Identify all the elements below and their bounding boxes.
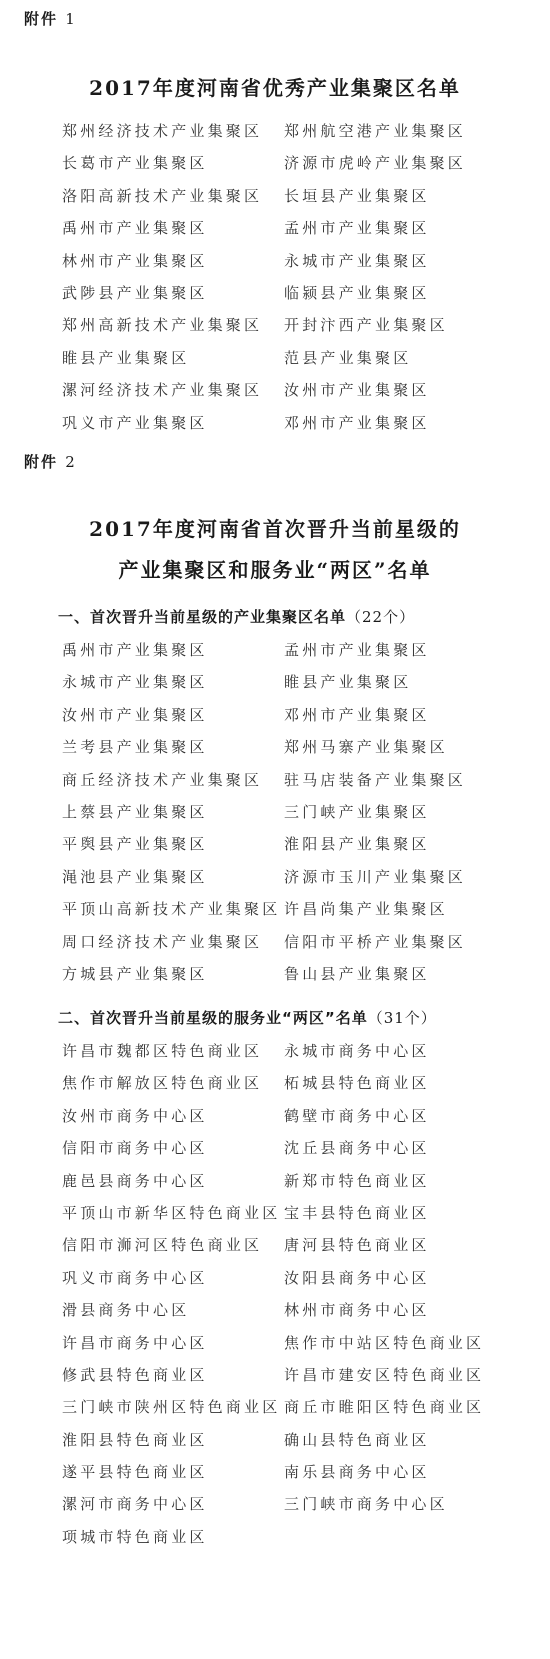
list-item: 汝州市产业集聚区 xyxy=(284,381,430,400)
list-row xyxy=(62,963,542,995)
list-item: 永城市产业集聚区 xyxy=(284,251,430,270)
list-item: 平顶山高新技术产业集聚区 xyxy=(62,900,281,919)
list-row xyxy=(62,120,542,152)
list-item: 滑县商务中心区 xyxy=(62,1301,190,1320)
list-item: 巩义市商务中心区 xyxy=(62,1268,208,1287)
list-item: 洛阳高新技术产业集聚区 xyxy=(62,186,263,205)
list-row xyxy=(62,217,542,249)
list-item: 渑池县产业集聚区 xyxy=(62,867,208,886)
list-item: 修武县特色商业区 xyxy=(62,1365,208,1384)
list-item: 林州市商务中心区 xyxy=(284,1301,430,1320)
list-item: 武陟县产业集聚区 xyxy=(62,283,208,302)
attachment-2-title-line1: 2017年度河南省首次晋升当前星级的 xyxy=(89,517,461,541)
list-row xyxy=(62,1040,542,1072)
list-item: 焦作市中站区特色商业区 xyxy=(284,1333,485,1352)
section-1-list xyxy=(62,639,542,995)
section-1-heading: 一、首次晋升当前星级的产业集聚区名单（22个） xyxy=(58,608,416,626)
list-item: 长葛市产业集聚区 xyxy=(62,154,208,173)
list-item: 禹州市产业集聚区 xyxy=(62,641,208,659)
list-item: 济源市玉川产业集聚区 xyxy=(284,867,467,886)
list-item: 汝州市产业集聚区 xyxy=(62,705,208,724)
list-item: 睢县产业集聚区 xyxy=(62,348,190,367)
list-item: 许昌市商务中心区 xyxy=(62,1333,208,1352)
list-row xyxy=(62,639,542,671)
list-item: 驻马店装备产业集聚区 xyxy=(284,770,467,789)
attachment-1-title: 2017年度河南省优秀产业集聚区名单 xyxy=(89,76,461,100)
list-row xyxy=(62,1299,542,1331)
section-2-heading: 二、首次晋升当前星级的服务业“两区”名单（31个） xyxy=(58,1009,437,1027)
list-row xyxy=(62,1429,542,1461)
list-item: 汝阳县商务中心区 xyxy=(284,1268,430,1287)
list-row xyxy=(62,1137,542,1169)
attachment-1-list xyxy=(62,120,542,444)
list-item: 宝丰县特色商业区 xyxy=(284,1203,430,1222)
list-row xyxy=(62,866,542,898)
list-item: 项城市特色商业区 xyxy=(62,1527,208,1546)
list-row xyxy=(62,1526,542,1558)
list-row xyxy=(62,1267,542,1299)
list-item: 淮阳县特色商业区 xyxy=(62,1430,208,1449)
list-row xyxy=(62,314,542,346)
list-row xyxy=(62,671,542,703)
list-item: 焦作市解放区特色商业区 xyxy=(62,1074,263,1093)
list-item: 开封汴西产业集聚区 xyxy=(284,316,448,335)
attachment-1-label: 附件 1 xyxy=(24,10,77,28)
list-item: 三门峡市陕州区特色商业区 xyxy=(62,1398,281,1417)
list-item: 长垣县产业集聚区 xyxy=(284,186,430,205)
list-item: 遂平县特色商业区 xyxy=(62,1463,208,1482)
list-item: 郑州高新技术产业集聚区 xyxy=(62,316,263,335)
list-item: 永城市产业集聚区 xyxy=(62,673,208,692)
list-item: 兰考县产业集聚区 xyxy=(62,738,208,757)
list-item: 范县产业集聚区 xyxy=(284,348,412,367)
list-row xyxy=(62,769,542,801)
list-row xyxy=(62,1364,542,1396)
list-row xyxy=(62,1234,542,1266)
list-item: 方城县产业集聚区 xyxy=(62,964,208,983)
list-row xyxy=(62,1105,542,1137)
list-item: 许昌尚集产业集聚区 xyxy=(284,900,448,919)
list-row xyxy=(62,412,542,444)
list-item: 平顶山市新华区特色商业区 xyxy=(62,1203,281,1222)
list-item: 巩义市产业集聚区 xyxy=(62,413,208,432)
list-row xyxy=(62,250,542,282)
list-item: 三门峡市商务中心区 xyxy=(284,1495,448,1514)
list-item: 南乐县商务中心区 xyxy=(284,1463,430,1482)
list-item: 许昌市魏都区特色商业区 xyxy=(62,1042,263,1060)
list-row xyxy=(62,1461,542,1493)
list-item: 柘城县特色商业区 xyxy=(284,1074,430,1093)
section-2-list xyxy=(62,1040,542,1558)
list-row xyxy=(62,347,542,379)
list-row xyxy=(62,282,542,314)
list-row xyxy=(62,1202,542,1234)
list-item: 禹州市产业集聚区 xyxy=(62,219,208,238)
list-item: 许昌市建安区特色商业区 xyxy=(284,1365,485,1384)
attachment-2-label: 附件 2 xyxy=(24,453,77,471)
list-item: 新郑市特色商业区 xyxy=(284,1171,430,1190)
list-row xyxy=(62,1396,542,1428)
list-item: 商丘经济技术产业集聚区 xyxy=(62,770,263,789)
attachment-2-title-line2: 产业集聚区和服务业“两区”名单 xyxy=(118,558,432,582)
list-row xyxy=(62,152,542,184)
list-row xyxy=(62,898,542,930)
list-item: 郑州马寨产业集聚区 xyxy=(284,738,448,757)
list-item: 淮阳县产业集聚区 xyxy=(284,835,430,854)
list-row xyxy=(62,736,542,768)
list-item: 三门峡产业集聚区 xyxy=(284,802,430,821)
list-item: 信阳市浉河区特色商业区 xyxy=(62,1236,263,1255)
list-row xyxy=(62,704,542,736)
list-item: 孟州市产业集聚区 xyxy=(284,641,430,659)
list-item: 漯河市商务中心区 xyxy=(62,1495,208,1514)
list-row xyxy=(62,1170,542,1202)
list-item: 信阳市商务中心区 xyxy=(62,1139,208,1158)
list-item: 郑州航空港产业集聚区 xyxy=(284,122,467,140)
list-item: 鹤壁市商务中心区 xyxy=(284,1106,430,1125)
list-row xyxy=(62,379,542,411)
list-item: 信阳市平桥产业集聚区 xyxy=(284,932,467,951)
list-item: 济源市虎岭产业集聚区 xyxy=(284,154,467,173)
list-item: 睢县产业集聚区 xyxy=(284,673,412,692)
list-item: 永城市商务中心区 xyxy=(284,1042,430,1060)
list-row xyxy=(62,833,542,865)
list-item: 邓州市产业集聚区 xyxy=(284,413,430,432)
list-row xyxy=(62,931,542,963)
list-item: 临颍县产业集聚区 xyxy=(284,283,430,302)
list-item: 鲁山县产业集聚区 xyxy=(284,964,430,983)
list-item: 汝州市商务中心区 xyxy=(62,1106,208,1125)
list-row xyxy=(62,1072,542,1104)
list-item: 平舆县产业集聚区 xyxy=(62,835,208,854)
list-item: 上蔡县产业集聚区 xyxy=(62,802,208,821)
list-item: 确山县特色商业区 xyxy=(284,1430,430,1449)
list-row xyxy=(62,801,542,833)
list-item: 周口经济技术产业集聚区 xyxy=(62,932,263,951)
list-row xyxy=(62,185,542,217)
list-item: 商丘市睢阳区特色商业区 xyxy=(284,1398,485,1417)
list-row xyxy=(62,1493,542,1525)
list-item: 孟州市产业集聚区 xyxy=(284,219,430,238)
list-item: 郑州经济技术产业集聚区 xyxy=(62,122,263,140)
list-item: 邓州市产业集聚区 xyxy=(284,705,430,724)
list-item: 漯河经济技术产业集聚区 xyxy=(62,381,263,400)
list-item: 唐河县特色商业区 xyxy=(284,1236,430,1255)
list-item: 林州市产业集聚区 xyxy=(62,251,208,270)
list-item: 鹿邑县商务中心区 xyxy=(62,1171,208,1190)
list-row xyxy=(62,1332,542,1364)
list-item: 沈丘县商务中心区 xyxy=(284,1139,430,1158)
